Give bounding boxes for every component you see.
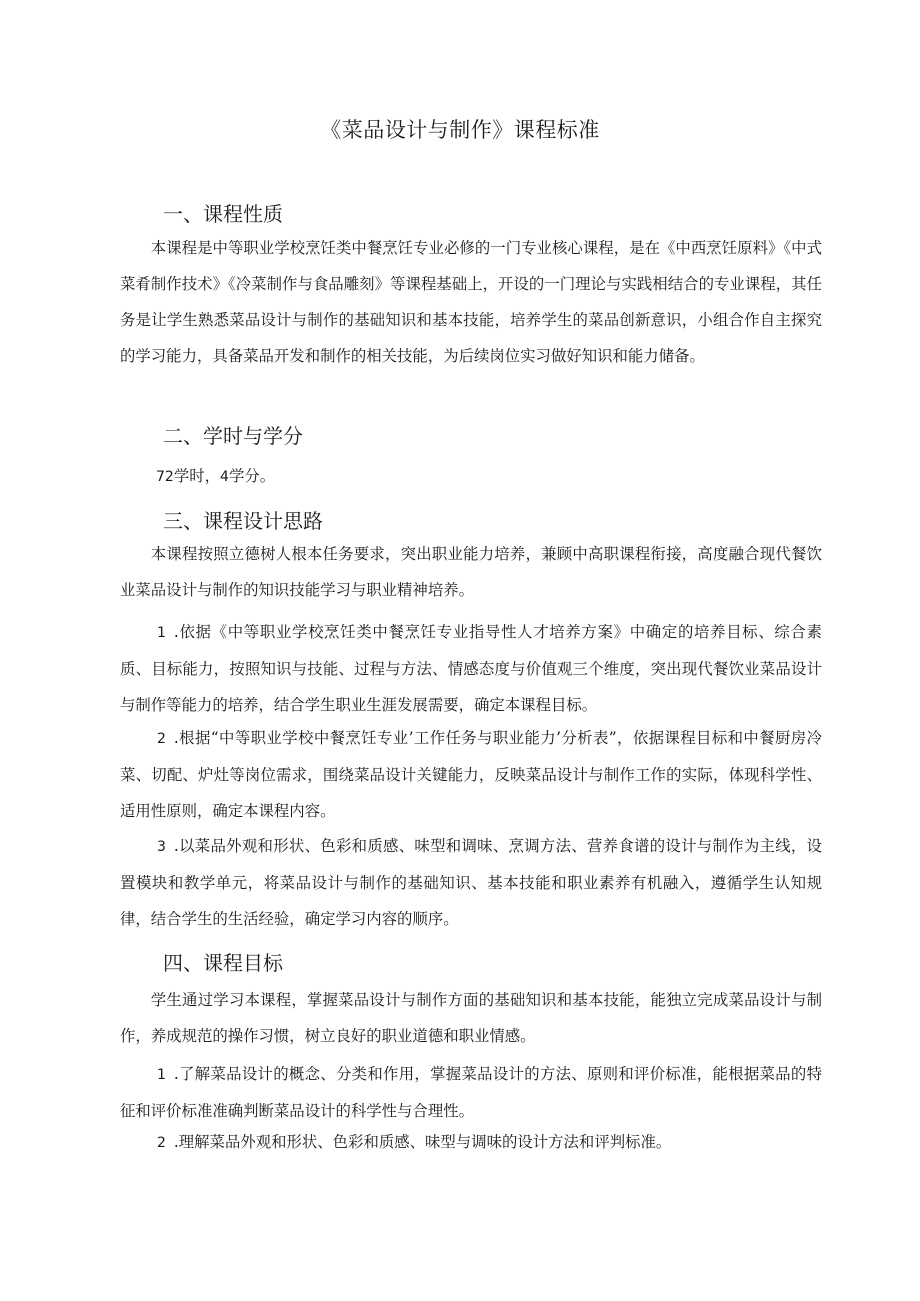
course-objectives-intro: 学生通过学习本课程，掌握菜品设计与制作方面的基础知识和基本技能，能独立完成菜品设计与制作，养成规范的操作习惯，树立良好的职业道德和职业情感。 [120,991,822,1045]
design-ideas-item-1 [120,614,822,723]
section-heading-hours-credits: 二、学时与学分 [163,424,303,448]
hours-credits-line [156,458,275,495]
course-objectives-item-1 [120,1056,822,1129]
item-text: .以菜品外观和形状、色彩和质感、味型和调味、烹调方法、营养食谱的设计与制作为主线，设置模块和教学单元，将菜品设计与制作的基础知识、基本技能和职业素养有机融入，遵循学生认知规律，结合学生的生活经验，确定学习内容的顺序。 [120,837,822,928]
course-objectives-item-2 [120,1124,822,1161]
hours-number: 72 [156,469,174,485]
design-ideas-intro: 本课程按照立德树人根本任务要求，突出职业能力培养，兼顾中高职课程衔接，高度融合现代餐饮业菜品设计与制作的知识技能学习与职业精神培养。 [120,545,822,599]
item-text: .依据《中等职业学校烹饪类中餐烹饪专业指导性人才培养方案》中确定的培养目标、综合素质、目标能力，按照知识与技能、过程与方法、情感态度与价值观三个维度，突出现代餐饮业菜品设计与制作等能力的培养，结合学生职业生涯发展需要，确定本课程目标。 [120,623,822,714]
item-number: 1 [156,625,166,641]
item-text: .理解菜品外观和形状、色彩和质感、味型与调味的设计方法和评判标准。 [173,1133,672,1151]
document-title: 《菜品设计与制作》课程标准 [320,118,600,142]
section-heading-design-ideas: 三、课程设计思路 [163,509,323,533]
section-heading-course-nature: 一、课程性质 [163,202,283,226]
item-number: 2 [156,1135,166,1151]
item-text: .根据“中等职业学校中餐烹饪专业’工作任务与职业能力’分析表”，依据课程目标和中餐厨房冷菜、切配、炉灶等岗位需求，围绕菜品设计关键能力，反映菜品设计与制作工作的实际，体现科学性、适用性原则，确定本课程内容。 [120,729,822,820]
credit-label: 学分。 [228,467,276,485]
item-number: 3 [156,839,166,855]
course-nature-paragraph: 本课程是中等职业学校烹饪类中餐烹饪专业必修的一门专业核心课程，是在《中西烹饪原料》《中式菜肴制作技术》《冷菜制作与食品雕刻》等课程基础上，开设的一门理论与实践相结合的专业课程，其任务是让学生熟悉菜品设计与制作的基础知识和基本技能，培养学生的菜品创新意识，小组合作自主探究的学习能力，具备菜品开发和制作的相关技能，为后续岗位实习做好知识和能力储备。 [120,239,822,365]
design-ideas-item-3 [120,828,822,937]
item-text: .了解菜品设计的概念、分类和作用，掌握菜品设计的方法、原则和评价标准，能根据菜品的特征和评价标准准确判断菜品设计的科学性与合理性。 [120,1065,822,1120]
item-number: 1 [156,1067,166,1083]
hours-label: 学时， [173,467,221,485]
section-heading-course-objectives: 四、课程目标 [163,951,283,975]
credit-number: 4 [220,469,229,485]
item-number: 2 [156,731,166,747]
design-ideas-item-2 [120,720,822,829]
